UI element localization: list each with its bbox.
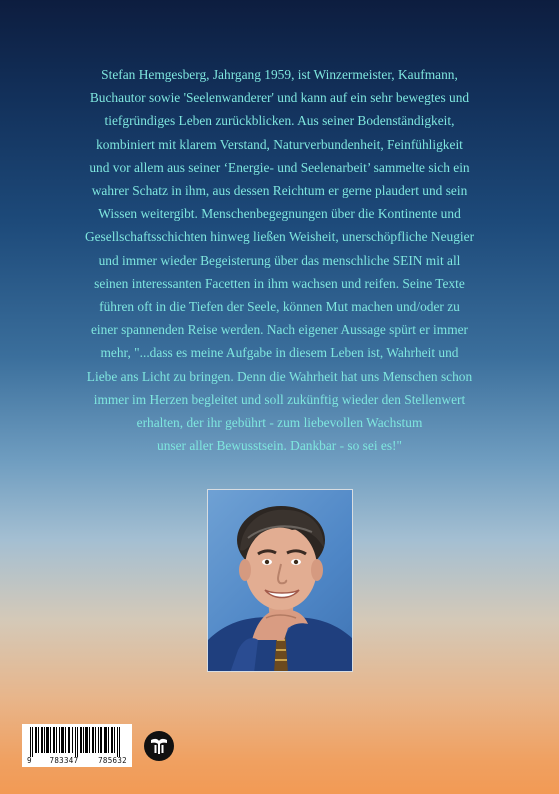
bio-line: und immer wieder Begeisterung über das menschliche SEIN mit all — [98, 252, 461, 268]
bio-line: einer spannenden Reise werden. Nach eigener Aussage spürt er immer — [90, 322, 469, 338]
bio-line: Liebe ans Licht zu bringen. Denn die Wahrheit hat uns Menschen schon — [86, 368, 473, 384]
author-portrait — [207, 489, 353, 672]
isbn-prefix: 9 — [27, 756, 32, 765]
bio-line: wahrer Schatz in ihm, aus dessen Reichtum er gerne plaudert und sein — [91, 183, 468, 199]
bio-line: führen oft in die Tiefen der Seele, können Mut machen und/oder zu — [99, 299, 460, 315]
author-biography — [40, 63, 519, 457]
publisher-logo-glyph — [144, 731, 174, 761]
bio-line: Stefan Hemgesberg, Jahrgang 1959, ist Winzermeister, Kaufmann, — [101, 67, 458, 82]
isbn-group-1: 783347 — [49, 756, 79, 765]
bio-line: Buchautor sowie 'Seelenwanderer' und kann auf ein sehr bewegtes und — [89, 90, 470, 106]
bio-line: mehr, "...dass es meine Aufgabe in diesem Leben ist, Wahrheit und — [100, 345, 459, 361]
author-portrait-illustration — [208, 490, 353, 672]
publisher-logo-icon — [144, 731, 174, 761]
bio-line: erhalten, der ihr gebührt - zum liebevollen Wachstum — [136, 415, 423, 431]
bio-line: seinen interessanten Facetten in ihm wachsen und reifen. Seine Texte — [94, 275, 465, 291]
isbn-barcode — [22, 724, 132, 767]
bio-line: tiefgründiges Leben zurückblicken. Aus seiner Bodenständigkeit, — [104, 113, 455, 129]
barcode-bars — [22, 724, 132, 757]
bio-line: unser aller Bewusstsein. Dankbar - so sei es!" — [157, 438, 402, 454]
isbn-group-2: 785632 — [98, 756, 127, 765]
isbn-number — [22, 756, 132, 765]
bio-line: immer im Herzen begleitet und soll zukünftig wieder den Stellenwert — [93, 391, 466, 407]
bio-line: Gesellschaftsschichten hinweg ließen Weisheit, unerschöpfliche Neugier — [84, 229, 475, 245]
bio-line: Wissen weitergibt. Menschenbegegnungen über die Kontinente und — [98, 206, 461, 222]
bio-line: kombiniert mit klarem Verstand, Naturverbundenheit, Feinfühligkeit — [96, 136, 463, 152]
bio-line: und vor allem aus seiner ‘Energie- und Seelenarbeit’ sammelte sich ein — [89, 159, 470, 175]
